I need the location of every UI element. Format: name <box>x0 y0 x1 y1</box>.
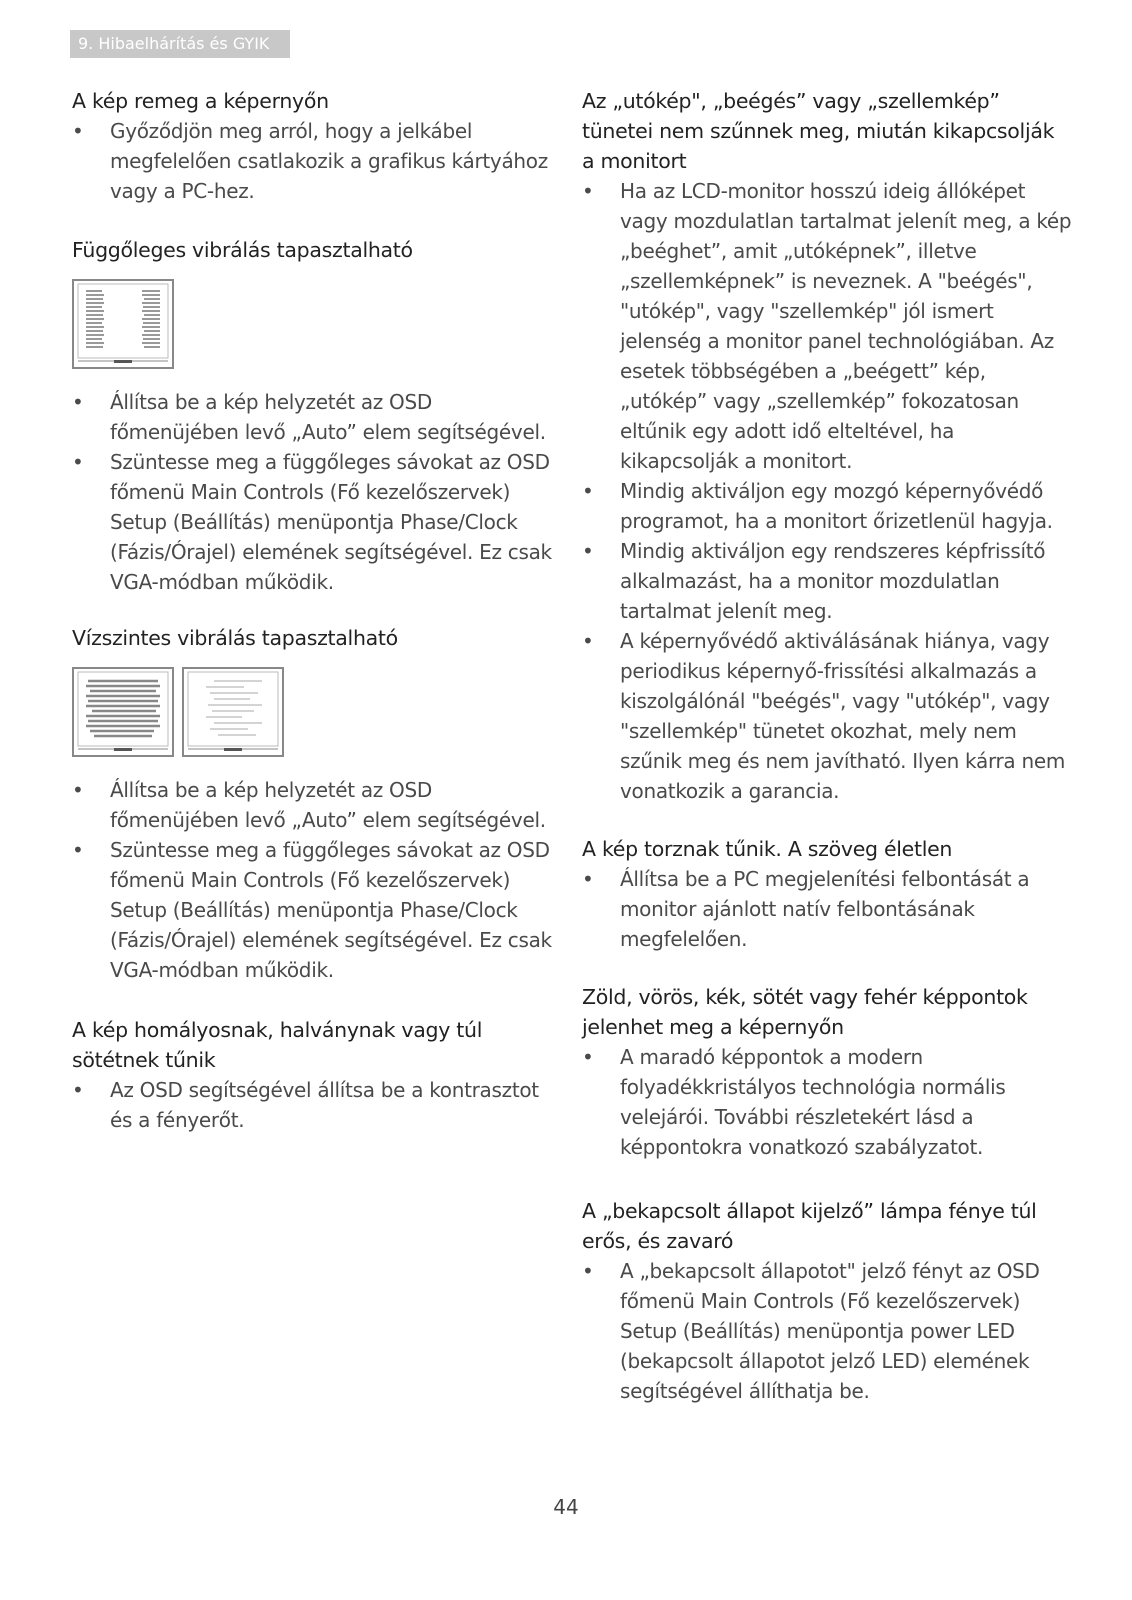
section-heading: Az „utókép", „beégés” vagy „szellemkép” tünetei nem szűnnek meg, miután kikapcsolják a monitort <box>582 89 1055 173</box>
section-vertical-flicker <box>72 235 562 597</box>
bullet-item: • Állítsa be a kép helyzetét az OSD főmenüjében levő „Auto” elem segítségével. <box>72 387 562 447</box>
section-distorted <box>582 834 1072 954</box>
section-heading: Zöld, vörös, kék, sötét vagy fehér képpontok jelenhet meg a képernyőn <box>582 985 1028 1039</box>
bullet-item: • Mindig aktiváljon egy rendszeres képfrissítő alkalmazást, ha a monitor mozdulatlan tartalmat jelenít meg. <box>582 536 1072 626</box>
section-heading: Függőleges vibrálás tapasztalható <box>72 238 413 262</box>
bullet-item: • Mindig aktiváljon egy mozgó képernyővédő programot, ha a monitort őrizetlenül hagyja. <box>582 476 1072 536</box>
section-heading: A „bekapcsolt állapot kijelző” lámpa fénye túl erős, és zavaró <box>582 1199 1037 1253</box>
bullet-item: • Állítsa be a kép helyzetét az OSD főmenüjében levő „Auto” elem segítségével. <box>72 775 562 835</box>
page-number: 44 <box>553 1495 579 1519</box>
monitor-vertical-flicker-image <box>72 279 174 369</box>
bullet-item: • Szüntesse meg a függőleges sávokat az OSD főmenü Main Controls (Fő kezelőszervek) Setup (Beállítás) menüpontja Phase/Clock (Fázis/Órajel) elemének segítségével. Ez csak VGA-módban működik. <box>72 447 562 597</box>
section-flicker <box>72 86 562 206</box>
section-blurry <box>72 1015 562 1135</box>
bullet-item: • A maradó képpontok a modern folyadékkristályos technológia normális velejárói. További részletekért lásd a képpontokra vonatkozó szabályzatot. <box>582 1042 1072 1162</box>
section-heading: A kép remeg a képernyőn <box>72 89 329 113</box>
section-horizontal-flicker <box>72 623 562 985</box>
bullet-item: • Az OSD segítségével állítsa be a kontrasztot és a fényerőt. <box>72 1075 562 1135</box>
section-heading: A kép homályosnak, halványnak vagy túl sötétnek tűnik <box>72 1018 483 1072</box>
monitor-horizontal-flicker-image <box>72 667 174 757</box>
bullet-item: • A képernyővédő aktiválásának hiánya, vagy periodikus képernyő-frissítési alkalmazás a kiszolgálónál "beégés", vagy "utókép", vagy "szellemkép" tünetet okozhat, mely nem szűnik meg és nem javítható. Ilyen kárra nem vonatkozik a garancia. <box>582 626 1072 806</box>
bullet-item: • A „bekapcsolt állapotot" jelző fényt az OSD főmenü Main Controls (Fő kezelőszervek) Setup (Beállítás) menüpontja power LED (bekapcsolt állapotot jelző LED) elemének segítségével állíthatja be. <box>582 1256 1072 1406</box>
bullet-item: • Győződjön meg arról, hogy a jelkábel megfelelően csatlakozik a grafikus kártyához vagy a PC-hez. <box>72 116 562 206</box>
section-power-led <box>582 1196 1072 1406</box>
illustration-row <box>72 279 562 369</box>
right-column <box>582 86 1072 1435</box>
section-heading: A kép torznak tűnik. A szöveg életlen <box>582 837 953 861</box>
left-column <box>72 86 562 1164</box>
section-pixels <box>582 982 1072 1162</box>
bullet-item: • Ha az LCD-monitor hosszú ideig állóképet vagy mozdulatlan tartalmat jelenít meg, a kép „beéghet”, amit „utóképnek”, illetve „szellemképnek” is neveznek. A "beégés", "utókép", vagy "szellemkép" jól ismert jelenség a monitor panel technológiában. Az esetek többségében a „beégett” kép, „utókép” vagy „szellemkép” fokozatosan eltűnik egy adott idő elteltével, ha kikapcsolják a monitort. <box>582 176 1072 476</box>
section-image-burn <box>582 86 1072 806</box>
section-tab: 9. Hibaelhárítás és GYIK <box>70 30 290 58</box>
section-heading: Vízszintes vibrálás tapasztalható <box>72 626 398 650</box>
illustration-row <box>72 667 562 757</box>
bullet-item: • Szüntesse meg a függőleges sávokat az OSD főmenü Main Controls (Fő kezelőszervek) Setup (Beállítás) menüpontja Phase/Clock (Fázis/Órajel) elemének segítségével. Ez csak VGA-módban működik. <box>72 835 562 985</box>
monitor-normal-image <box>182 667 284 757</box>
bullet-item: • Állítsa be a PC megjelenítési felbontását a monitor ajánlott natív felbontásának megfelelően. <box>582 864 1072 954</box>
